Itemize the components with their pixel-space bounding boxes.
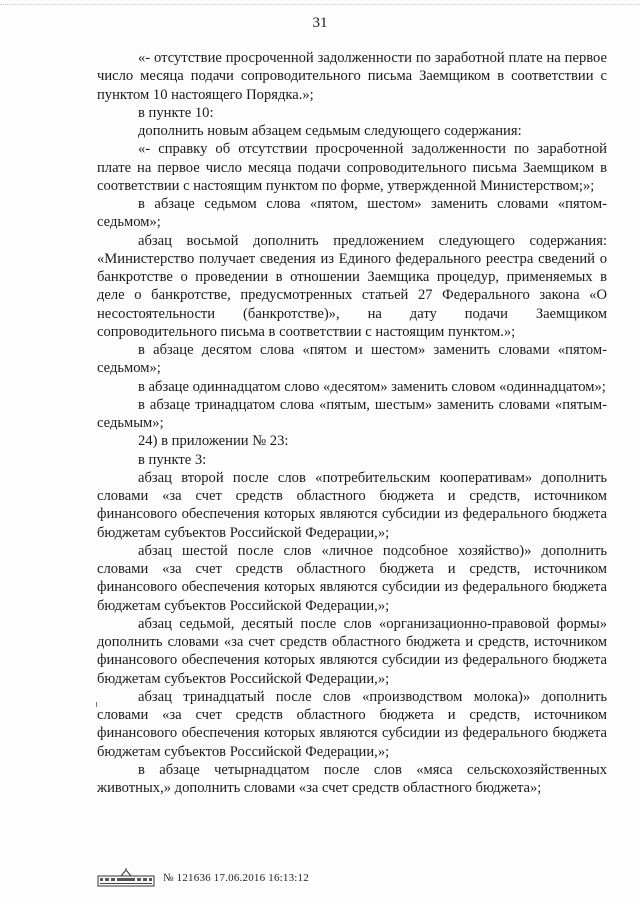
document-body [97,49,607,797]
paragraph: в абзаце седьмом слова «пятом, шестом» заменить словами «пятом-седьмом»; [97,196,607,231]
ministry-seal-icon [97,868,155,888]
registration-stamp: № 121636 17.06.2016 16:13:12 [163,872,309,884]
paragraph: в абзаце тринадцатом слова «пятым, шестым» заменить словами «пятым-седьмым»; [97,396,607,431]
paragraph: дополнить новым абзацем седьмым следующего содержания: [138,123,522,139]
paragraph: абзац седьмой, десятый после слов «организационно-правовой формы» дополнить словами «за счет средств областного бюджета и средств, источником финансового обеспечения которых являются субсидии из федерального бюджета бюджетам субъектов Российской Федерации,»; [97,615,607,687]
paragraph: 24) в приложении № 23: [138,433,289,450]
paragraph: в абзаце десятом слова «пятом и шестом» заменить словами «пятом-седьмом»; [97,342,607,377]
paragraph: абзац тринадцатый после слов «производством молока)» дополнить словами «за счет средств областного бюджета и средств, источником финансового обеспечения которых являются субсидии из федерального бюджета бюджетам субъектов Российской Федерации,»; [97,688,607,760]
scan-edge [0,4,640,11]
paragraph: в абзаце одиннадцатом слово «десятом» заменить словом «одиннадцатом»; [138,378,606,395]
paragraph: в пункте 10: [138,104,214,121]
page-number: 31 [312,15,328,31]
paragraph: абзац шестой после слов «личное подсобное хозяйство)» дополнить словами «за счет средств областного бюджета и средств, источником финансового обеспечения которых являются субсидии из федерального бюджета бюджетам субъектов Российской Федерации,»; [97,542,607,614]
paragraph: в абзаце четырнадцатом после слов «мяса сельскохозяйственных животных,» дополнить словами «за счет средств областного бюджета»; [97,761,607,796]
paragraph: «- отсутствие просроченной задолженности по заработной плате на первое число месяца подачи сопроводительного письма Заемщиком в соответствии с пунктом 10 настоящего Порядка.»; [97,50,607,103]
margin-mark [96,702,97,707]
document-footer [97,867,309,889]
paragraph: «- справку об отсутствии просроченной задолженности по заработной плате на первое число месяца подачи сопроводительного письма Заемщиком в соответствии с настоящим пунктом по форме, утвержденной Министерством;»; [97,141,607,194]
paragraph: абзац второй после слов «потребительским кооперативам» дополнить словами «за счет средств областного бюджета и средств, источником финансового обеспечения которых являются субсидии из федерального бюджета бюджетам субъектов Российской Федерации,»; [97,469,607,541]
paragraph: в пункте 3: [138,451,207,468]
paragraph: абзац восьмой дополнить предложением следующего содержания: «Министерство получает сведения из Единого федерального реестра сведений о банкротстве о проведении в отношении Заемщика процедур, применяемых в деле о банкротстве, предусмотренных статьей 27 Федерального закона «О несостоятельности (банкротстве)», на дату подачи Заемщиком сопроводительного письма в соответствии с настоящим пунктом.»; [97,232,607,340]
